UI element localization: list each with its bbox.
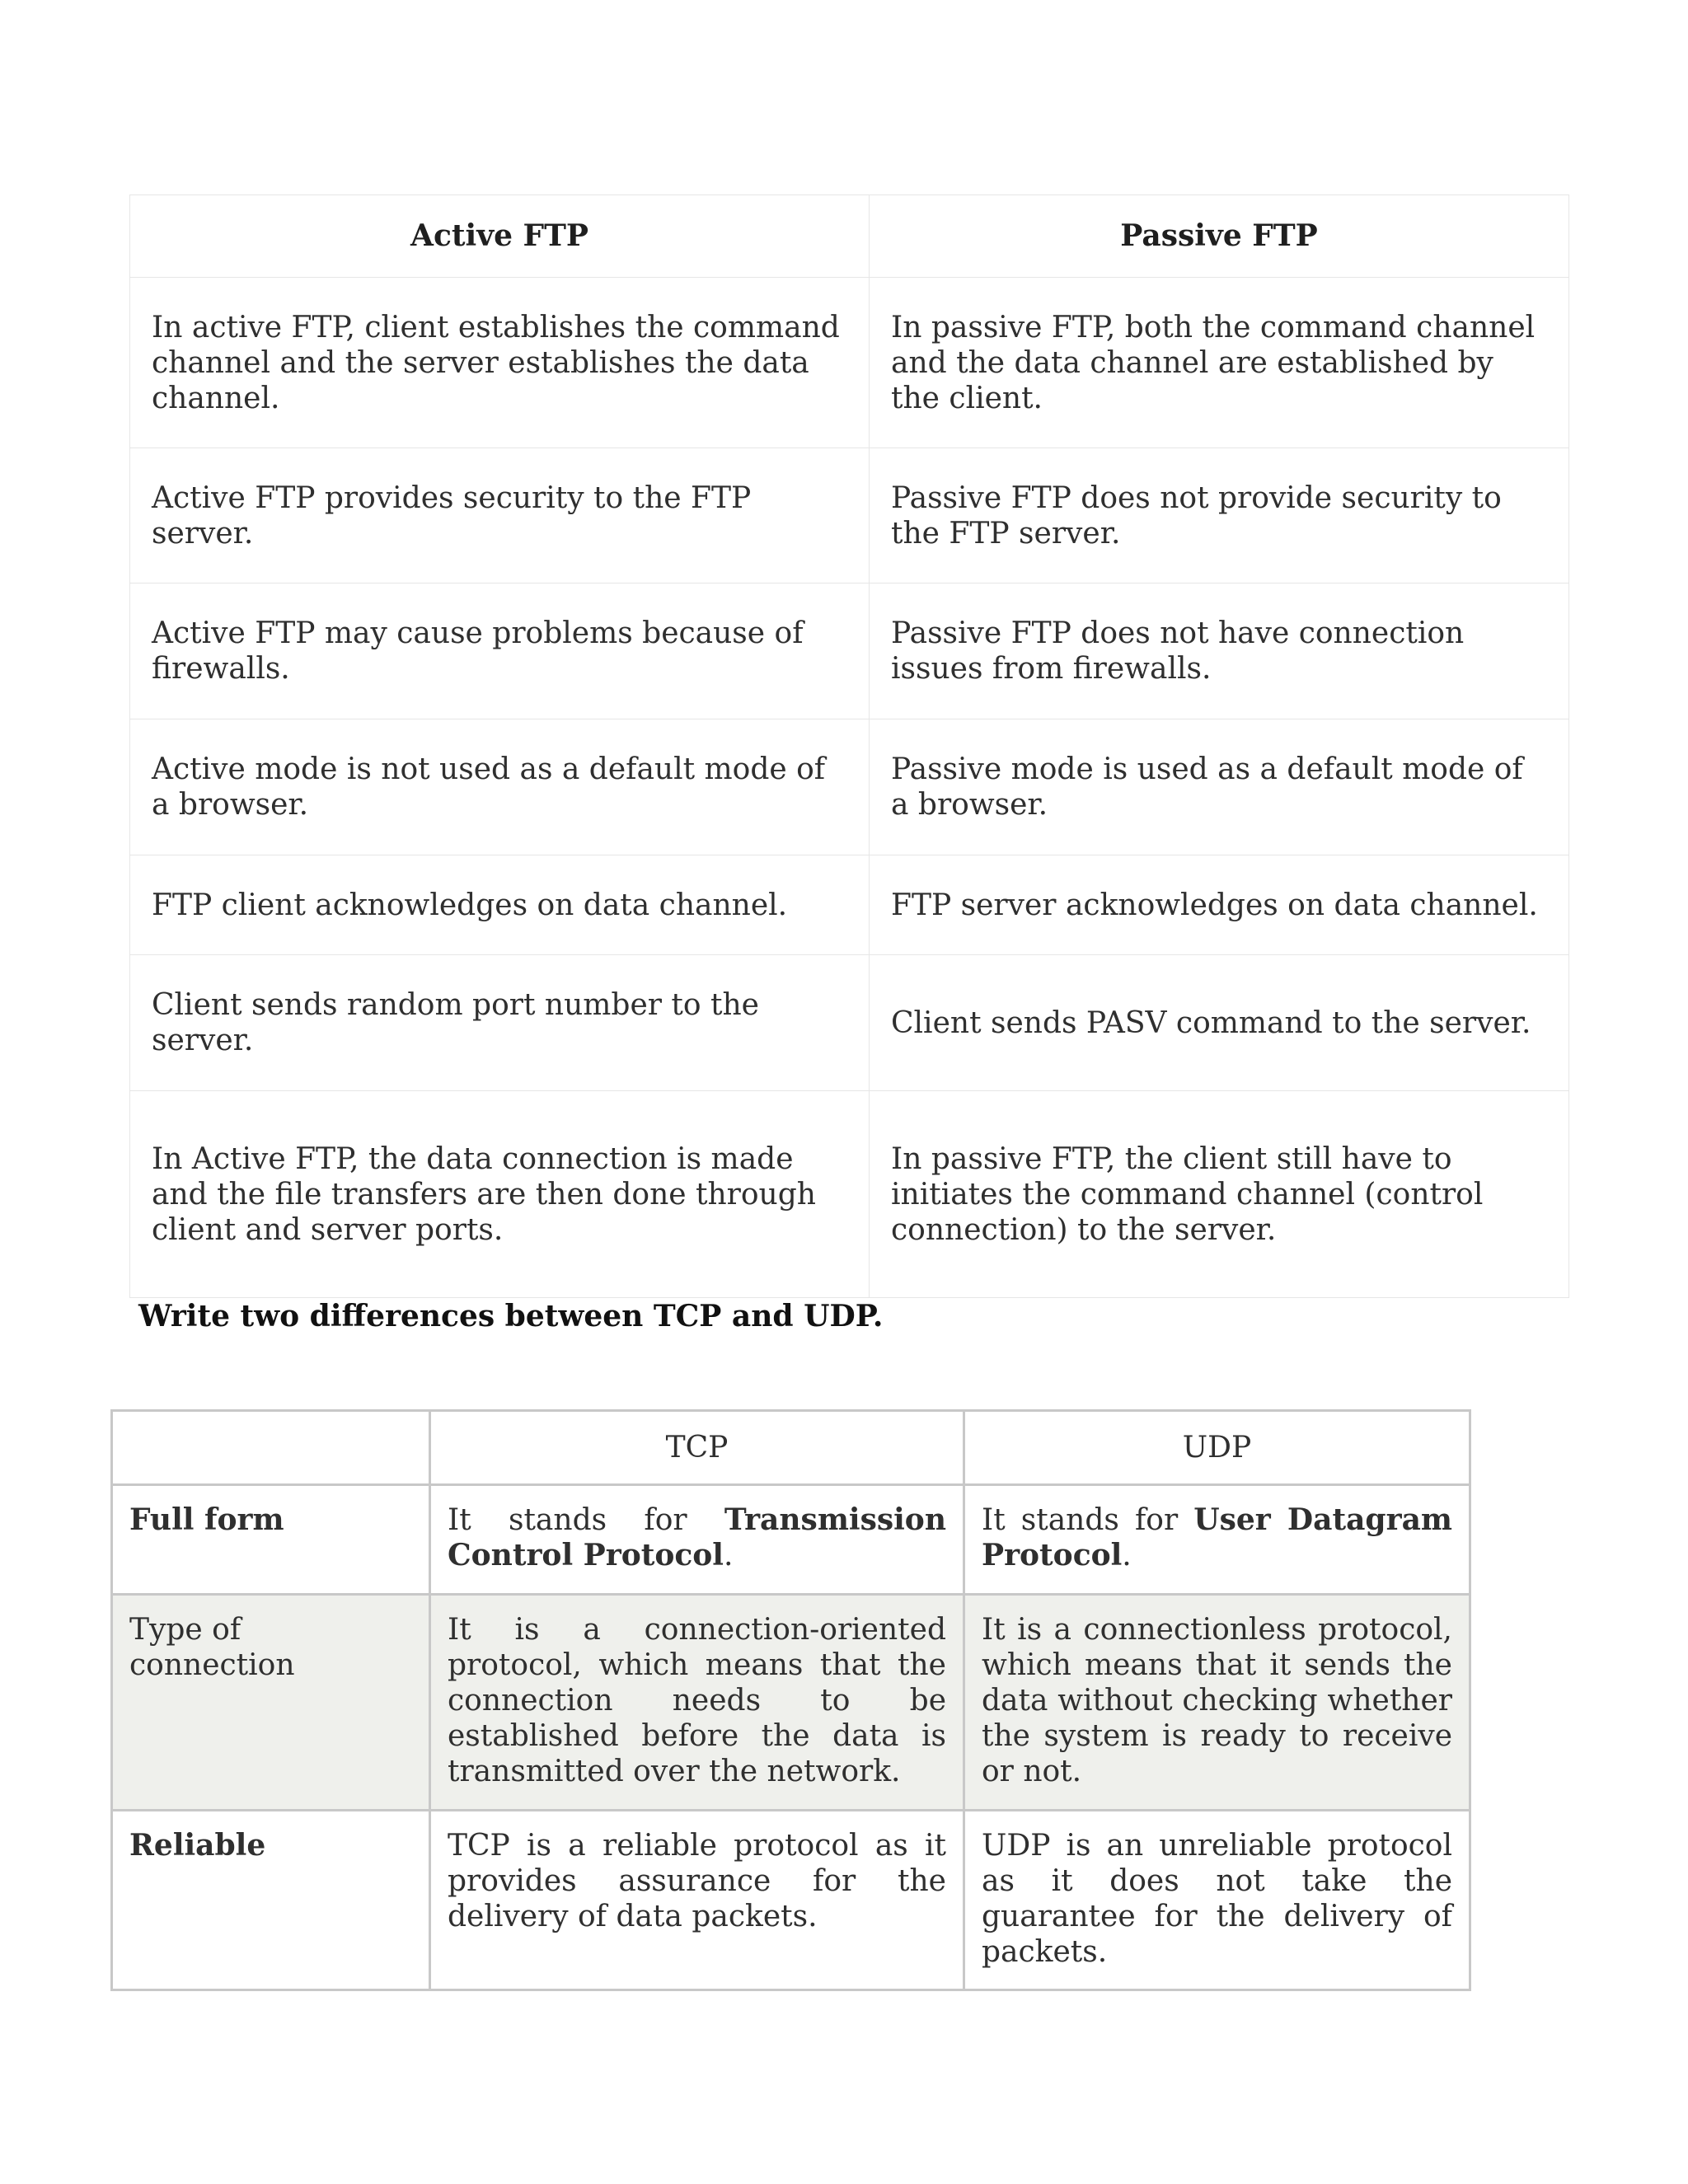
tcp-udp-header-udp: UDP bbox=[964, 1411, 1470, 1485]
ftp-cell-passive: In passive FTP, both the command channel and the data channel are established by the client. bbox=[870, 278, 1569, 448]
ftp-cell-active: Active mode is not used as a default mode of a browser. bbox=[130, 719, 870, 855]
ftp-cell-passive: In passive FTP, the client still have to initiates the command channel (control connection) to the server. bbox=[870, 1091, 1569, 1298]
ftp-cell-passive: Passive mode is used as a default mode of a browser. bbox=[870, 719, 1569, 855]
tcp-udp-header-empty bbox=[112, 1411, 430, 1485]
ftp-row bbox=[130, 278, 1569, 448]
ftp-comparison-table bbox=[129, 194, 1569, 1298]
full-form-udp-prefix: It stands for bbox=[982, 1503, 1194, 1537]
full-form-tcp-suffix: . bbox=[723, 1539, 734, 1572]
connection-type-udp: It is a connectionless protocol, which means that it sends the data without checking whether the system is ready to receive or not. bbox=[964, 1595, 1470, 1811]
ftp-row bbox=[130, 583, 1569, 719]
connection-type-row bbox=[112, 1595, 1470, 1811]
reliable-tcp: TCP is a reliable protocol as it provides assurance for the delivery of data packets. bbox=[430, 1811, 964, 1990]
ftp-row bbox=[130, 955, 1569, 1091]
tcp-udp-header-tcp: TCP bbox=[430, 1411, 964, 1485]
tcp-udp-comparison-table bbox=[110, 1409, 1471, 1991]
question-heading: Write two differences between TCP and UDP. bbox=[138, 1299, 884, 1333]
ftp-cell-active: In Active FTP, the data connection is made and the file transfers are then done through client and server ports. bbox=[130, 1091, 870, 1298]
full-form-tcp-name: Transmission Control Protocol bbox=[448, 1502, 946, 1572]
ftp-cell-active: In active FTP, client establishes the command channel and the server establishes the data channel. bbox=[130, 278, 870, 448]
full-form-row bbox=[112, 1485, 1470, 1595]
ftp-cell-passive: Client sends PASV command to the server. bbox=[870, 955, 1569, 1091]
full-form-label: Full form bbox=[112, 1485, 430, 1595]
ftp-row bbox=[130, 1091, 1569, 1298]
ftp-header-row bbox=[130, 195, 1569, 278]
ftp-cell-active: FTP client acknowledges on data channel. bbox=[130, 855, 870, 955]
connection-type-tcp: It is a connection-oriented protocol, which means that the connection needs to be established before the data is transmitted over the network. bbox=[430, 1595, 964, 1811]
ftp-cell-passive: FTP server acknowledges on data channel. bbox=[870, 855, 1569, 955]
ftp-row bbox=[130, 719, 1569, 855]
ftp-row bbox=[130, 448, 1569, 583]
reliable-udp: UDP is an unreliable protocol as it does not take the guarantee for the delivery of packets. bbox=[964, 1811, 1470, 1990]
reliable-row bbox=[112, 1811, 1470, 1990]
connection-type-label: Type of connection bbox=[112, 1595, 430, 1811]
tcp-udp-header-row bbox=[112, 1411, 1470, 1485]
ftp-cell-passive: Passive FTP does not have connection issues from firewalls. bbox=[870, 583, 1569, 719]
ftp-cell-passive: Passive FTP does not provide security to the FTP server. bbox=[870, 448, 1569, 583]
ftp-row bbox=[130, 855, 1569, 955]
full-form-tcp-prefix: It stands for bbox=[448, 1503, 724, 1537]
ftp-header-passive: Passive FTP bbox=[870, 195, 1569, 278]
full-form-tcp bbox=[430, 1485, 964, 1595]
full-form-udp-suffix: . bbox=[1122, 1539, 1132, 1572]
reliable-label: Reliable bbox=[112, 1811, 430, 1990]
ftp-cell-active: Active FTP provides security to the FTP server. bbox=[130, 448, 870, 583]
ftp-header-active: Active FTP bbox=[130, 195, 870, 278]
full-form-udp-name: User Datagram Protocol bbox=[982, 1502, 1452, 1572]
full-form-udp bbox=[964, 1485, 1470, 1595]
ftp-cell-active: Client sends random port number to the server. bbox=[130, 955, 870, 1091]
ftp-cell-active: Active FTP may cause problems because of firewalls. bbox=[130, 583, 870, 719]
